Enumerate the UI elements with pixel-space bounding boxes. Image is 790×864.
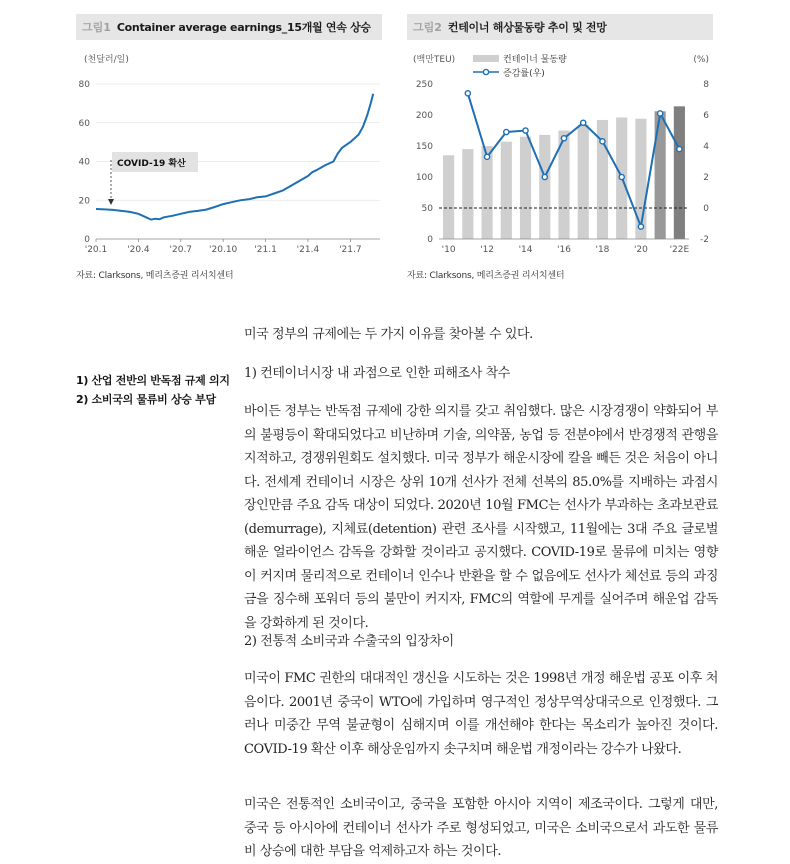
figure2-right-tick-label: -2 [700, 235, 709, 245]
figure2-left-tick-label: 250 [415, 80, 433, 90]
side-note-1: 1) 산업 전반의 반독점 규제 의지 [76, 374, 230, 387]
intro-paragraph [244, 323, 718, 347]
figure1-label: 그림1 [82, 21, 111, 34]
figure2-bar [520, 137, 531, 239]
figure2-unit-left: (백만TEU) [413, 55, 456, 65]
figure2-x-tick-label: '12 [480, 245, 495, 255]
figure2-bar [443, 155, 454, 239]
figure2-growth-point [638, 224, 643, 229]
figure1-y-tick-label: 80 [78, 80, 90, 90]
figure2-right-tick-label: 6 [703, 111, 709, 121]
figure2-x-tick-label: '18 [595, 245, 610, 255]
paragraph-1 [244, 400, 718, 635]
figure1-header [76, 14, 382, 40]
figure2-bar [462, 149, 473, 239]
figure1-title: Container average earnings_15개월 연속 상승 [116, 21, 371, 34]
legend-line-label: 증감률(우) [503, 69, 545, 79]
figure2-x-tick-label: '14 [518, 245, 533, 255]
heading-2-text: 2) 전통적 소비국과 수출국의 입장차이 [244, 634, 454, 649]
legend-bar-swatch [473, 55, 499, 62]
intro-text: 미국 정부의 규제에는 두 가지 이유를 찾아볼 수 있다. [244, 327, 533, 342]
figure2-bar [501, 142, 512, 239]
figure2-growth-point [465, 91, 470, 96]
figure1-y-tick-label: 40 [78, 157, 90, 168]
figure2-bar [578, 125, 589, 239]
figure2-growth-point [677, 147, 682, 152]
figure1-x-tick-label: '20.1 [84, 245, 108, 255]
figure2-growth-point [504, 129, 509, 134]
figure2-left-tick-label: 100 [415, 173, 433, 183]
figure1-unit: (천달러/일) [84, 55, 129, 65]
figure2-left-tick-label: 150 [415, 142, 433, 152]
figure2-right-tick-label: 2 [703, 173, 709, 183]
section-heading-2 [244, 630, 718, 654]
figure2-chart [407, 48, 719, 260]
figure2-label: 그림2 [413, 21, 442, 34]
figure1-annotation-arrowhead [108, 199, 114, 205]
figure2-left-tick-label: 200 [415, 111, 433, 121]
figure2-source: 자료: Clarksons, 메리츠증권 리서치센터 [407, 271, 565, 281]
paragraph-3-text: 미국은 전통적인 소비국이고, 중국을 포함한 아시아 지역이 제조국이다. 그렇게 대만, 중국 등 아시아에 컨테이너 선사가 주로 형성되었고, 미국은 소비국으로서 과도한 물류비 상승에 대한 부담을 억제하고자 하는 것이다. [244, 797, 718, 859]
figure2-growth-point [619, 174, 624, 179]
figure1-y-tick-label: 0 [84, 235, 90, 245]
figure1-x-tick-label: '21.7 [339, 245, 362, 255]
figure2-right-tick-label: 0 [703, 204, 709, 214]
figure2-right-tick-label: 8 [703, 80, 709, 90]
side-note-2: 2) 소비국의 물류비 상승 부담 [76, 393, 216, 406]
figure2-growth-line [468, 93, 680, 226]
paragraph-2 [244, 667, 718, 761]
figure2-growth-point [561, 136, 566, 141]
figure2-title: 컨테이너 해상물동량 추이 및 전망 [447, 21, 607, 34]
figure1-source: 자료: Clarksons, 메리츠증권 리서치센터 [76, 271, 234, 281]
figure1-y-tick-label: 20 [78, 196, 90, 207]
figure1-x-tick-label: '21.1 [254, 245, 277, 255]
figure2-x-tick-label: '10 [441, 245, 456, 255]
section-heading-1 [244, 362, 718, 386]
figure2-growth-point [523, 128, 528, 133]
figure1-x-tick-label: '20.10 [209, 245, 238, 255]
legend-line-marker [483, 69, 488, 74]
paragraph-2-text: 미국이 FMC 권한의 대대적인 갱신을 시도하는 것은 1998년 개정 해운법 공포 이후 처음이다. 2001년 중국이 WTO에 가입하며 영구적인 정상무역상대국으로 인정했다. 그러나 미중간 무역 불균형이 심해지며 이를 개선해야 한다는 목소리가 높아진 것이다. COVID-19 확산 이후 해상운임까지 솟구치며 해운법 개정이라는 강수가 나왔다. [244, 671, 718, 757]
figure1-x-tick-label: '20.7 [169, 245, 193, 255]
figure2-x-tick-label: '22E [669, 245, 690, 255]
figure2-growth-point [658, 111, 663, 116]
figure1-x-tick-label: '21.4 [296, 245, 320, 255]
figure1-x-tick-label: '20.4 [127, 245, 150, 255]
legend-bar-label: 컨테이너 물동량 [503, 55, 567, 65]
figure1-y-tick-label: 60 [78, 118, 90, 129]
paragraph-1-text: 바이든 정부는 반독점 규제에 강한 의지를 갖고 취임했다. 많은 시장경쟁이 약화되어 부의 불평등이 확대되었다고 비난하며 기술, 의약품, 농업 등 전분야에서 반경쟁적 관행을 지적하고, 경쟁위원회도 설치했다. 미국 정부가 해운시장에 칼을 빼든 것은 처음이 아니다. 전세계 컨테이너 시장은 상위 10개 선사가 전체 선복의 85.0%를 지배하는 과점시장인만큼 주요 감독 대상이 되었다. 2020년 10월 FMC는 선사가 부과하는 초과보관료(demurrage), 지체료(detention) 관련 조사를 시작했고, 11월에는 3대 주요 글로벌 해운 얼라이언스 감독을 강화할 것이라고 공지했다. COVID-19로 물류에 미치는 영향이 커지며 물리적으로 컨테이너 인수나 반환을 할 수 없음에도 선사가 체선료 등의 과징금을 징수해 포워더 등의 불만이 커지자, FMC의 역할에 무게를 실어주며 해운업 감독을 강화하게 된 것이다. [244, 404, 718, 631]
figure2-left-tick-label: 0 [427, 235, 433, 245]
figure2-header [407, 14, 713, 40]
figure2-x-tick-label: '16 [557, 245, 571, 255]
figure2-bar [674, 106, 685, 239]
figure2-bar [655, 111, 666, 239]
figure2-growth-point [542, 174, 547, 179]
figure2-bar [539, 135, 550, 239]
figure2-growth-point [600, 139, 605, 144]
figure2-growth-point [581, 120, 586, 125]
paragraph-3 [244, 793, 718, 864]
figure2-growth-point [484, 154, 489, 159]
heading-1-text: 1) 컨테이너시장 내 과점으로 인한 피해조사 착수 [244, 366, 510, 381]
figure2-unit-right: (%) [693, 55, 709, 65]
figure2-x-tick-label: '20 [633, 245, 648, 255]
figure2-left-tick-label: 50 [421, 204, 433, 214]
figure2-right-tick-label: 4 [703, 142, 709, 152]
figure1-annotation-text: COVID-19 확산 [117, 159, 186, 169]
figure1-chart [76, 48, 386, 260]
